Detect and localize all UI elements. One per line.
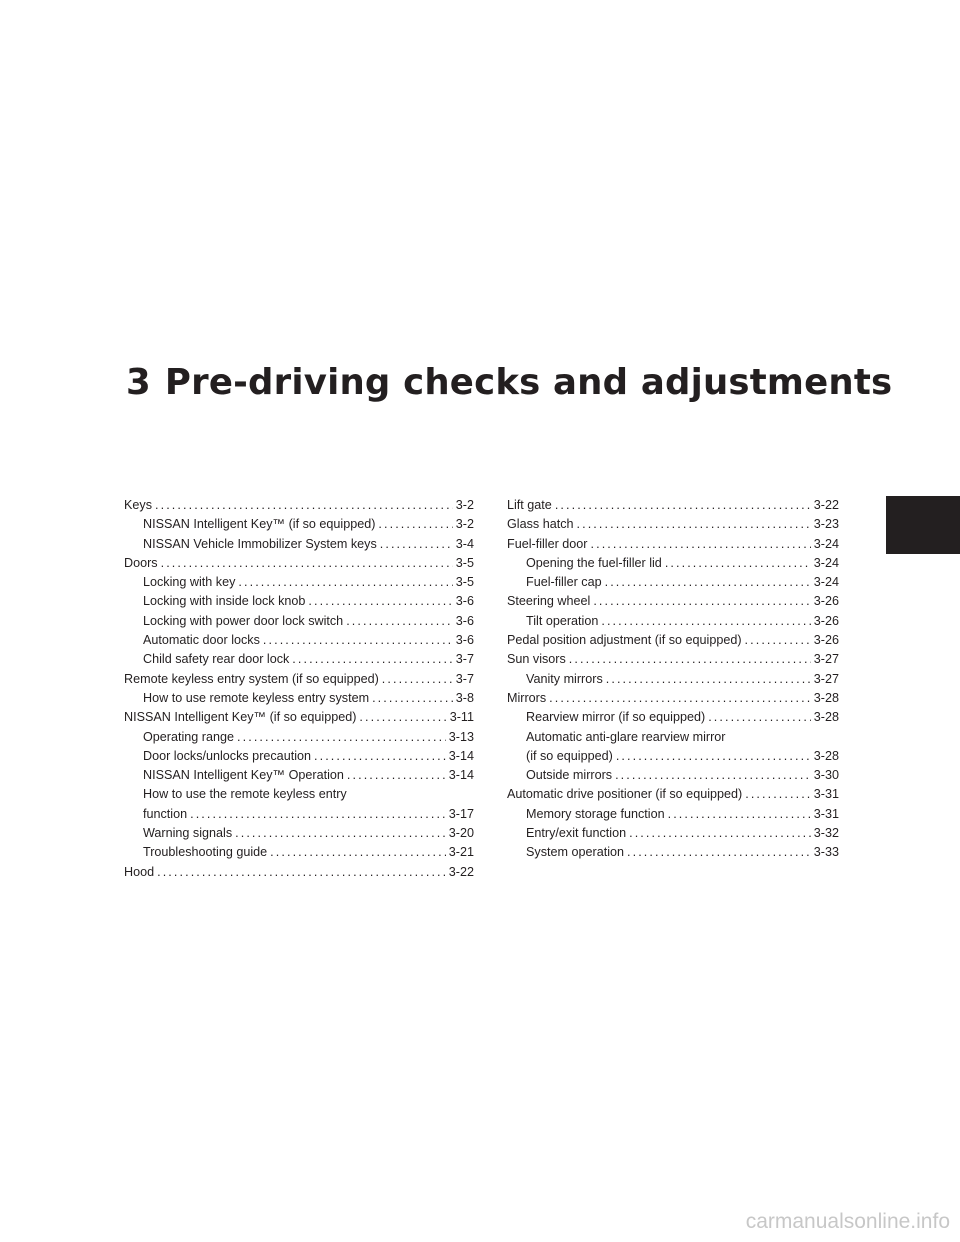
toc-entry-page: 3-24 [813, 555, 839, 570]
toc-entry[interactable] [124, 824, 474, 843]
toc-entry[interactable] [507, 689, 839, 708]
toc-entry[interactable] [507, 805, 839, 824]
toc-entry[interactable] [124, 612, 474, 631]
toc-entry-page: 3-24 [813, 575, 839, 590]
toc-leader-dots [629, 824, 811, 843]
toc-entry[interactable] [124, 535, 474, 554]
toc-entry[interactable] [507, 708, 839, 727]
toc-leader-dots [616, 747, 811, 766]
toc-entry-label: Opening the fuel-filler lid [526, 555, 662, 570]
toc-leader-dots [601, 612, 810, 631]
toc-entry-label: NISSAN Intelligent Key™ (if so equipped) [124, 710, 357, 725]
toc-entry[interactable] [507, 535, 839, 554]
toc-entry[interactable] [124, 708, 474, 727]
toc-entry-label: Locking with key [143, 575, 236, 590]
watermark: carmanualsonline.info [745, 1210, 950, 1233]
toc-entry[interactable] [507, 843, 839, 862]
toc-entry-label: Memory storage function [526, 806, 665, 821]
toc-entry[interactable] [507, 728, 839, 747]
toc-entry[interactable] [507, 785, 839, 804]
toc-entry-page: 3-8 [455, 690, 474, 705]
toc-entry-label: Automatic anti-glare rearview mirror [526, 729, 726, 744]
toc-leader-dots [605, 573, 811, 592]
toc-entry-label: Door locks/unlocks precaution [143, 748, 311, 763]
toc-entry-label: Automatic door locks [143, 633, 260, 648]
toc-leader-dots [190, 805, 446, 824]
toc-entry[interactable] [124, 747, 474, 766]
toc-entry-label: (if so equipped) [526, 748, 613, 763]
toc-leader-dots [237, 728, 446, 747]
toc-entry-page: 3-7 [455, 652, 474, 667]
toc-entry[interactable] [124, 554, 474, 573]
toc-entry-page: 3-22 [813, 498, 839, 512]
toc-entry[interactable] [507, 650, 839, 669]
toc-entry[interactable] [124, 650, 474, 669]
toc-leader-dots [238, 573, 452, 592]
toc-entry[interactable] [124, 843, 474, 862]
toc-leader-dots [157, 863, 446, 882]
toc-leader-dots [549, 689, 811, 708]
toc-entry-page: 3-33 [813, 845, 839, 860]
toc-entry[interactable] [507, 496, 839, 515]
toc-entry-page: 3-28 [813, 748, 839, 763]
toc-entry[interactable] [124, 728, 474, 747]
toc-leader-dots [627, 843, 811, 862]
toc-entry-label: Child safety rear door lock [143, 652, 290, 667]
toc-entry-label: Tilt operation [526, 613, 599, 628]
toc-entry-label: Steering wheel [507, 594, 591, 609]
toc-entry-page: 3-5 [455, 575, 474, 590]
toc-leader-dots [745, 631, 811, 650]
toc-leader-dots [591, 535, 811, 554]
toc-leader-dots [347, 766, 446, 785]
toc-entry[interactable] [507, 766, 839, 785]
toc-entry-page: 3-6 [455, 633, 474, 648]
toc-entry-page: 3-24 [813, 536, 839, 551]
toc-entry[interactable] [507, 554, 839, 573]
toc-entry-label: NISSAN Intelligent Key™ Operation [143, 768, 344, 783]
toc-entry[interactable] [507, 515, 839, 534]
toc-entry[interactable] [124, 689, 474, 708]
toc-entry-label: Outside mirrors [526, 768, 613, 783]
toc-entry-page: 3-32 [813, 826, 839, 841]
toc-entry-label: How to use remote keyless entry system [143, 690, 370, 705]
toc-entry[interactable] [124, 592, 474, 611]
toc-leader-dots [359, 708, 446, 727]
toc-leader-dots [263, 631, 453, 650]
toc-entry-page: 3-28 [813, 710, 839, 725]
toc-entry-label: Locking with inside lock knob [143, 594, 306, 609]
toc-entry-label: Glass hatch [507, 517, 574, 532]
toc-leader-dots [708, 708, 811, 727]
chapter-title-text: Pre-driving checks and adjustments [164, 362, 893, 403]
toc-leader-dots [606, 670, 811, 689]
toc-entry-label: Hood [124, 864, 155, 879]
toc-entry-label: Entry/exit function [526, 826, 627, 841]
chapter-title [126, 362, 892, 403]
toc-entry-label: Fuel-filler cap [526, 575, 602, 590]
toc-entry-label: Remote keyless entry system (if so equipped) [124, 671, 379, 686]
toc-entry[interactable] [124, 805, 474, 824]
toc-leader-dots [380, 535, 453, 554]
toc-leader-dots [270, 843, 446, 862]
toc-leader-dots [378, 515, 452, 534]
toc-entry[interactable] [507, 573, 839, 592]
toc-entry[interactable] [507, 670, 839, 689]
toc-leader-dots [668, 805, 811, 824]
toc-left-column [124, 496, 474, 882]
toc-entry-label: Operating range [143, 729, 235, 744]
toc-entry-label: Doors [124, 555, 158, 570]
toc-entry-label: How to use the remote keyless entry [143, 787, 347, 802]
toc-leader-dots [665, 554, 811, 573]
toc-entry-page: 3-28 [813, 690, 839, 705]
toc-leader-dots [161, 554, 453, 573]
toc-leader-dots [372, 689, 453, 708]
toc-entry-page: 3-17 [448, 806, 474, 821]
toc-leader-dots [308, 592, 452, 611]
toc-entry[interactable] [507, 824, 839, 843]
toc-leader-dots [235, 824, 446, 843]
toc-entry-label: System operation [526, 845, 625, 860]
toc-entry-label: Troubleshooting guide [143, 845, 268, 860]
toc-entry-page: 3-6 [455, 594, 474, 609]
toc-entry-label: Vanity mirrors [526, 671, 603, 686]
toc-leader-dots [615, 766, 811, 785]
toc-entry-label: Pedal position adjustment (if so equipped) [507, 633, 742, 648]
toc-entry-label: NISSAN Intelligent Key™ (if so equipped) [143, 517, 376, 532]
toc-entry-page: 3-21 [448, 845, 474, 860]
toc-entry-page: 3-23 [813, 517, 839, 532]
toc-entry[interactable] [124, 670, 474, 689]
toc-entry-page: 3-13 [448, 729, 474, 744]
toc-entry-page: 3-5 [455, 555, 474, 570]
toc-entry-label: NISSAN Vehicle Immobilizer System keys [143, 536, 377, 551]
toc-entry-label: Sun visors [507, 652, 566, 667]
toc-entry-page: 3-27 [813, 652, 839, 667]
chapter-tab-marker [886, 496, 960, 554]
toc-entry-label: Locking with power door lock switch [143, 613, 344, 628]
toc-entry[interactable] [124, 573, 474, 592]
toc-entry-page: 3-2 [455, 498, 474, 512]
toc-entry-label: Keys [124, 498, 152, 512]
toc-entry-page: 3-30 [813, 768, 839, 783]
toc-entry-page: 3-6 [455, 613, 474, 628]
toc-entry-label: function [143, 806, 188, 821]
toc-entry-page: 3-31 [813, 787, 839, 802]
toc-entry-page: 3-26 [813, 613, 839, 628]
toc-entry-label: Warning signals [143, 826, 233, 841]
toc-entry-page: 3-26 [813, 594, 839, 609]
toc-leader-dots [155, 496, 453, 515]
toc-entry-page: 3-26 [813, 633, 839, 648]
toc-entry[interactable] [507, 747, 839, 766]
toc-entry-label: Rearview mirror (if so equipped) [526, 710, 706, 725]
toc-entry-page: 3-22 [448, 864, 474, 879]
toc-entry-page: 3-27 [813, 671, 839, 686]
toc-entry[interactable] [507, 631, 839, 650]
toc-entry-page: 3-31 [813, 806, 839, 821]
toc-entry-label: Automatic drive positioner (if so equipped) [507, 787, 743, 802]
toc-leader-dots [292, 650, 453, 669]
toc-entry-label: Fuel-filler door [507, 536, 588, 551]
toc-leader-dots [569, 650, 811, 669]
toc-right-column [507, 496, 839, 863]
toc-entry-page: 3-20 [448, 826, 474, 841]
toc-leader-dots [593, 592, 810, 611]
chapter-number: 3 [126, 362, 151, 403]
toc-leader-dots [555, 496, 811, 515]
toc-entry-label: Lift gate [507, 498, 552, 512]
toc-entry[interactable] [124, 631, 474, 650]
toc-entry[interactable] [124, 863, 474, 882]
toc-entry[interactable] [124, 766, 474, 785]
toc-leader-dots [314, 747, 446, 766]
toc-leader-dots [745, 785, 811, 804]
toc-entry-page: 3-14 [448, 748, 474, 763]
toc-leader-dots [382, 670, 453, 689]
toc-entry-page: 3-2 [455, 517, 474, 532]
toc-entry[interactable] [124, 515, 474, 534]
toc-leader-dots [577, 515, 811, 534]
toc-entry[interactable] [507, 612, 839, 631]
toc-entry-label: Mirrors [507, 690, 547, 705]
toc-leader-dots [346, 612, 453, 631]
toc-entry[interactable] [124, 496, 474, 515]
toc-entry-page: 3-7 [455, 671, 474, 686]
toc-entry-page: 3-4 [455, 536, 474, 551]
toc-entry[interactable] [124, 785, 474, 804]
toc-entry[interactable] [507, 592, 839, 611]
toc-entry-page: 3-11 [449, 710, 474, 725]
toc-entry-page: 3-14 [448, 768, 474, 783]
